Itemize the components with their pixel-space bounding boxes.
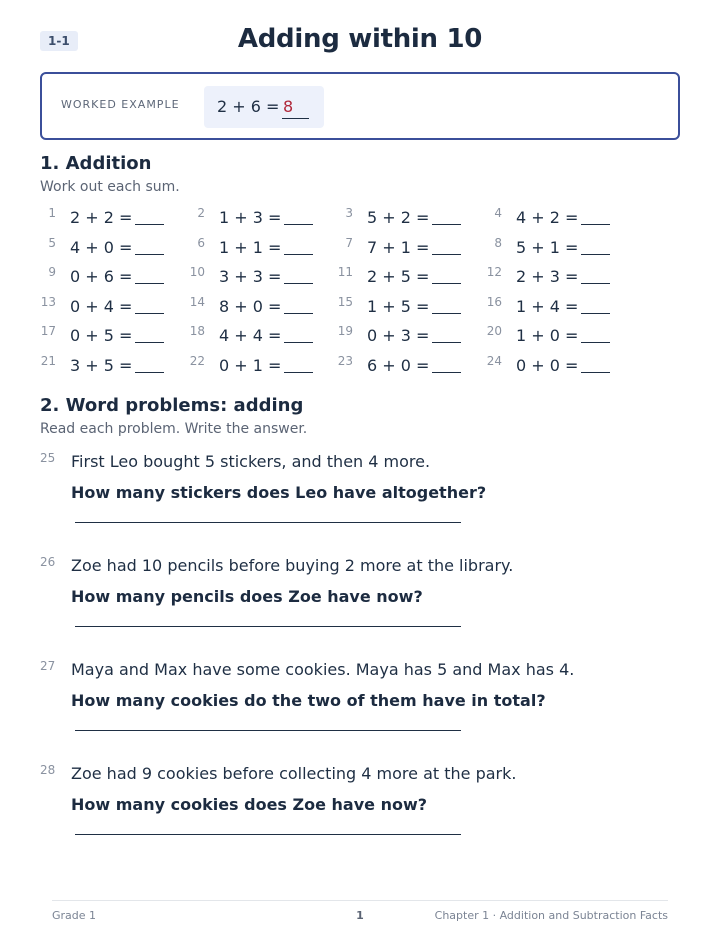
problem-number: 2 — [197, 206, 205, 220]
problem-item — [40, 233, 180, 263]
problem-item — [40, 321, 180, 351]
word-problem-question: How many stickers does Leo have altogether? — [71, 483, 487, 502]
problem-item — [337, 292, 477, 322]
problem-item — [486, 292, 626, 322]
problem-expression: 6 + 0 = — [367, 356, 430, 375]
section-2-title: 2. Word problems: adding — [40, 395, 304, 416]
problem-expression: 0 + 4 = — [70, 296, 133, 316]
section-1-title: 1. Addition — [40, 153, 152, 174]
word-problem-number: 26 — [40, 555, 56, 569]
answer-blank[interactable] — [432, 372, 461, 373]
problem-number: 22 — [189, 354, 205, 368]
problem-item — [486, 321, 626, 351]
problem-item — [189, 321, 329, 351]
answer-line[interactable] — [75, 730, 461, 731]
problem-expression: 0 + 6 = — [70, 267, 133, 287]
problem-expression: 7 + 1 = — [367, 237, 430, 257]
problem-expression: 1 + 5 = — [367, 296, 430, 316]
problem-item — [40, 292, 180, 322]
problem-item — [189, 233, 329, 263]
problem-number: 13 — [40, 294, 56, 309]
page-title: Adding within 10 — [237, 24, 483, 54]
problem-number: 19 — [337, 324, 353, 339]
problem-item — [337, 262, 477, 292]
answer-blank[interactable] — [581, 372, 610, 373]
problem-item — [337, 351, 477, 381]
answer-blank[interactable] — [135, 254, 164, 255]
word-problem-number: 28 — [40, 763, 56, 777]
answer-blank[interactable] — [581, 224, 610, 225]
problem-expression: 5 + 1 = — [516, 237, 579, 257]
footer-page-number: 1 — [356, 909, 364, 922]
problem-expression: 5 + 2 = — [367, 208, 430, 227]
word-problem-text: Maya and Max have some cookies. Maya has 5 and Max has 4. — [71, 660, 575, 679]
problem-expression: 1 + 4 = — [516, 296, 579, 316]
problem-number: 10 — [189, 265, 205, 280]
answer-blank[interactable] — [284, 283, 313, 284]
problem-expression: 0 + 5 = — [70, 326, 133, 346]
problem-item — [337, 203, 477, 233]
worked-example-box — [40, 72, 680, 140]
problem-expression: 1 + 3 = — [219, 208, 282, 227]
answer-blank[interactable] — [284, 254, 313, 255]
answer-blank[interactable] — [284, 342, 313, 343]
answer-blank[interactable] — [581, 313, 610, 314]
problem-number: 20 — [486, 324, 502, 339]
answer-line[interactable] — [75, 522, 461, 523]
problem-number: 9 — [48, 265, 56, 280]
problem-item — [486, 351, 626, 381]
problem-item — [486, 203, 626, 233]
answer-blank[interactable] — [432, 254, 461, 255]
problem-expression: 0 + 0 = — [516, 356, 579, 375]
answer-blank[interactable] — [581, 342, 610, 343]
problem-number: 18 — [189, 324, 205, 339]
problem-number: 23 — [337, 354, 353, 368]
answer-blank[interactable] — [135, 313, 164, 314]
problem-item — [40, 351, 180, 381]
problem-expression: 2 + 3 = — [516, 267, 579, 287]
answer-blank[interactable] — [581, 254, 610, 255]
word-problem-question: How many pencils does Zoe have now? — [71, 587, 423, 606]
answer-blank[interactable] — [432, 224, 461, 225]
worked-example-label: WORKED EXAMPLE — [61, 98, 180, 111]
problem-number: 21 — [40, 354, 56, 368]
problem-expression: 4 + 2 = — [516, 208, 579, 227]
problem-item — [189, 262, 329, 292]
problem-item — [486, 233, 626, 263]
lesson-chip: 1-1 — [40, 31, 78, 51]
problem-number: 3 — [345, 206, 353, 220]
page-header — [40, 24, 680, 60]
problem-number: 11 — [337, 265, 353, 280]
problem-item — [189, 203, 329, 233]
worked-example-expression: 2 + 6 = — [217, 97, 280, 116]
answer-blank[interactable] — [284, 372, 313, 373]
worked-example-equation — [204, 86, 324, 128]
problem-number: 24 — [486, 354, 502, 368]
problem-number: 16 — [486, 294, 502, 309]
problem-number: 6 — [197, 235, 205, 250]
problem-item — [486, 262, 626, 292]
section-2-subtitle: Read each problem. Write the answer. — [40, 421, 308, 437]
answer-blank[interactable] — [581, 283, 610, 284]
problem-expression: 3 + 5 = — [70, 356, 133, 375]
problem-expression: 8 + 0 = — [219, 296, 282, 316]
problem-number: 1 — [48, 206, 56, 220]
word-problem-text: Zoe had 9 cookies before collecting 4 more at the park. — [71, 764, 517, 783]
answer-blank[interactable] — [432, 313, 461, 314]
problem-item — [40, 203, 180, 233]
problem-expression: 0 + 3 = — [367, 326, 430, 346]
word-problem-question: How many cookies does Zoe have now? — [71, 795, 428, 814]
problem-number: 4 — [494, 206, 502, 220]
problem-expression: 4 + 4 = — [219, 326, 282, 346]
section-1-subtitle: Work out each sum. — [40, 179, 180, 195]
word-problem-text: Zoe had 10 pencils before buying 2 more at the library. — [71, 556, 514, 575]
answer-line[interactable] — [75, 834, 461, 835]
answer-blank[interactable] — [284, 313, 313, 314]
answer-blank[interactable] — [432, 283, 461, 284]
answer-blank[interactable] — [135, 342, 164, 343]
problem-expression: 1 + 0 = — [516, 326, 579, 346]
problem-expression: 0 + 1 = — [219, 356, 282, 375]
problem-item — [40, 262, 180, 292]
problem-item — [337, 233, 477, 263]
footer-chapter: Chapter 1 · Addition and Subtraction Facts — [434, 909, 668, 922]
answer-blank[interactable] — [135, 372, 164, 373]
problem-number: 12 — [486, 265, 502, 280]
problem-expression: 3 + 3 = — [219, 267, 282, 287]
problem-expression: 2 + 5 = — [367, 267, 430, 287]
problem-item — [337, 321, 477, 351]
problem-item — [189, 351, 329, 381]
problem-expression: 1 + 1 = — [219, 237, 282, 257]
problem-number: 7 — [345, 235, 353, 250]
problem-expression: 2 + 2 = — [70, 208, 133, 227]
word-problem-question: How many cookies do the two of them have in total? — [71, 691, 546, 710]
answer-blank[interactable] — [135, 283, 164, 284]
problem-item — [189, 292, 329, 322]
word-problem-number: 27 — [40, 659, 56, 673]
page-footer — [52, 900, 668, 928]
footer-grade: Grade 1 — [52, 909, 97, 922]
word-problem-text: First Leo bought 5 stickers, and then 4 more. — [71, 452, 431, 471]
answer-blank[interactable] — [284, 224, 313, 225]
word-problem-number: 25 — [40, 451, 56, 465]
problem-number: 15 — [337, 294, 353, 309]
answer-line[interactable] — [75, 626, 461, 627]
problem-number: 8 — [494, 235, 502, 250]
answer-blank[interactable] — [432, 342, 461, 343]
answer-blank[interactable] — [135, 224, 164, 225]
problem-expression: 4 + 0 = — [70, 237, 133, 257]
problem-number: 14 — [189, 294, 205, 309]
problem-number: 5 — [48, 235, 56, 250]
problem-number: 17 — [40, 324, 56, 339]
worked-example-answer: 8 — [282, 97, 309, 119]
